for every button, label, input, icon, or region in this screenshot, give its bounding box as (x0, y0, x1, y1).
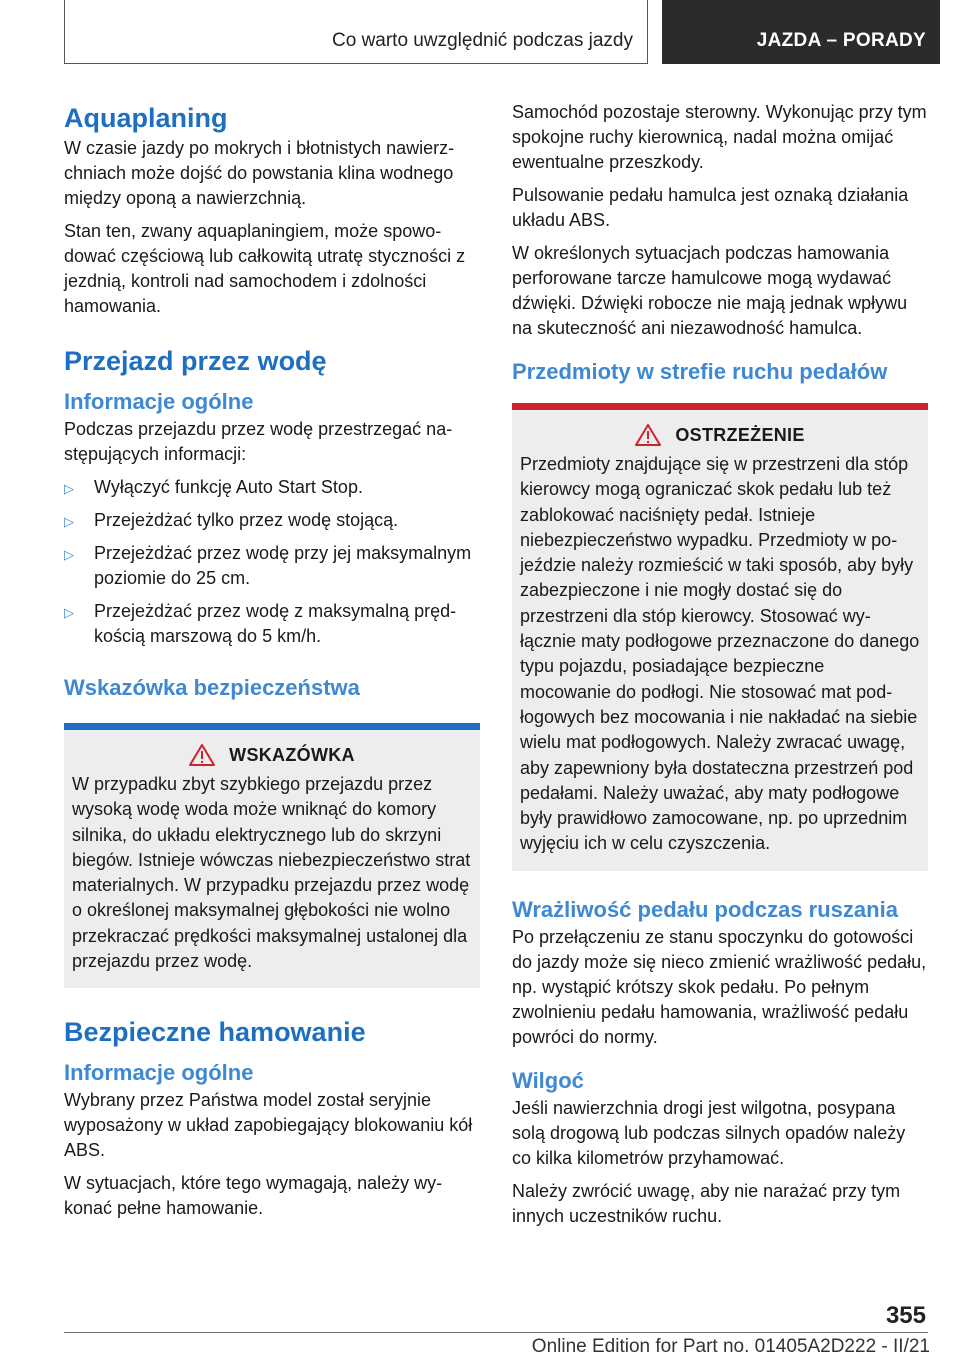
note-label: WSKAZÓWKA (229, 744, 355, 765)
braking-title: Bezpieczne hamowanie (64, 1017, 366, 1048)
warning-triangle-icon (189, 744, 215, 766)
triangle-bullet-icon: ▷ (64, 605, 74, 620)
aquaplaning-paragraph-1: W czasie jazdy po mokrych i błotnistych nawierzchniach może dojść do powstania klina wodnego między oponą a nawierzchnią. (64, 138, 455, 208)
triangle-bullet-icon: ▷ (64, 514, 74, 529)
list-item: ▷ Przejeżdżać przez wodę przy jej maksymalnym poziomie do 25 cm. (64, 543, 472, 588)
safety-note-title: Wskazówka bezpieczeństwa (64, 675, 360, 700)
aquaplaning-paragraph-2: Stan ten, zwany aquaplaningiem, może spowodować częściową lub całkowitą utratę styczności z jezdnią, kontroli nad samochodem i zdolności hamowania. (64, 221, 466, 316)
pedal-sensitivity-title: Wrażliwość pedału podczas ruszania (512, 896, 898, 922)
pedal-objects-title: Przedmioty w strefie ruchu pedałów (512, 359, 888, 384)
moisture-paragraph-1: Jeśli nawierzchnia drogi jest wilgotna, posypana solą drogową lub podczas silnych opadów należy co kilka kilometrów przyhamować. (512, 1097, 906, 1168)
warning-label: OSTRZEŻENIE (675, 424, 805, 445)
header-section-title: Co warto uwzględnić podczas jazdy (332, 30, 633, 51)
page-number: 355 (885, 1302, 926, 1329)
right-column (512, 100, 928, 1229)
header-section-box (64, 0, 648, 64)
abs-steering-paragraph: Samochód pozostaje sterowny. Wykonując przy tym spokojne ruchy kierownicą, nadal można omijać ewentualne przeszkody. (512, 102, 927, 172)
list-item: ▷ Przejeżdżać przez wodę z maksymalną prędkością marszową do 5 km/h. (64, 601, 457, 646)
footer-divider (64, 1332, 928, 1333)
water-crossing-title: Przejazd przez wodę (64, 346, 327, 376)
braking-paragraph-1: Wybrany przez Państwa model został seryjnie wyposażony w układ zapobiegający blokowaniu kół ABS. (64, 1090, 473, 1161)
note-box (64, 723, 480, 988)
aquaplaning-title: Aquaplaning (64, 103, 228, 133)
moisture-paragraph-2: Należy zwrócić uwagę, aby nie narażać przy tym innych uczestników ruchu. (512, 1180, 901, 1226)
moisture-title: Wilgoć (512, 1067, 584, 1093)
braking-general-subtitle: Informacje ogólne (64, 1060, 254, 1086)
pedal-sensitivity-text: Po przełączeniu ze stanu spoczynku do gotowości do jazdy może się nieco zmienić wrażliwość pedału, np. wystąpić krótszy skok pedału. Po pełnym zwolnieniu pedału hamowania, wrażliwość pedału powróci do normy. (512, 926, 927, 1047)
triangle-bullet-icon: ▷ (64, 481, 74, 496)
list-item: ▷ Przejeżdżać tylko przez wodę stojącą. (64, 508, 480, 533)
water-general-subtitle: Informacje ogólne (64, 389, 254, 414)
note-text: W przypadku zbyt szybkiego przejazdu przez wysoką wodę woda może wniknąć do komory silnika, do układu elektrycznego lub do skrzyni biegów. Istnieje wówczas niebezpieczeństwo strat materialnych. W przypadku przejazdu przez wodę o określonej maksymalnej głębokości nie wolno przekraczać prędkości maksymalnej ustalonej dla przejazdu przez wodę. (72, 774, 471, 972)
warning-box (512, 403, 928, 871)
brake-noise-paragraph: W określonych sytuacjach podczas hamowania perforowane tarcze hamulcowe mogą wydawać dźwięki. Dźwięki robocze nie mają jednak wpływu na skuteczność ani niezawodność hamulca. (512, 243, 908, 338)
header-chapter-tab (662, 0, 940, 64)
warning-triangle-icon (635, 424, 661, 446)
triangle-bullet-icon: ▷ (64, 547, 74, 562)
abs-pulse-paragraph: Pulsowanie pedału hamulca jest oznaką działania układu ABS. (512, 185, 909, 230)
header-chapter-label: JAZDA – PORADY (756, 30, 926, 51)
water-instructions-list (64, 475, 480, 649)
left-column (64, 100, 480, 1221)
warning-text: Przedmioty znajdujące się w przestrzeni dla stóp kierowcy mogą ograniczać skok pedału lub też zablokować naciśnięty pedał. Istnieje niebezpieczeństwo wypadku. Przedmioty w pojeździe należy rozmieścić w taki sposób, aby były zabezpieczone i nie mogły dostać się do przestrzeni dla stóp kierowcy. Stosować wyłącznie maty podłogowe przeznaczone do danego typu pojazdu, posiadające bezpieczne mocowanie do podłogi. Nie stosować mat podłogowych bez mocowania i nie nakładać na siebie wielu mat podłogowych. Należy zwracać uwagę, aby zapewniony była dostateczna przestrzeń pod pedałami. Należy uważać, aby maty podłogowe były prawidłowo zamocowane, np. po uprzednim wyjęciu ich w celu czyszczenia. (520, 454, 920, 854)
braking-paragraph-2: W sytuacjach, które tego wymagają, należy wykonać pełne hamowanie. (64, 1173, 443, 1219)
footer-edition: Online Edition for Part no. 01405A2D222 - II/21 (531, 1336, 930, 1357)
water-intro: Podczas przejazdu przez wodę przestrzegać następujących informacji: (64, 419, 453, 464)
list-item: ▷ Wyłączyć funkcję Auto Start Stop. (64, 475, 480, 500)
